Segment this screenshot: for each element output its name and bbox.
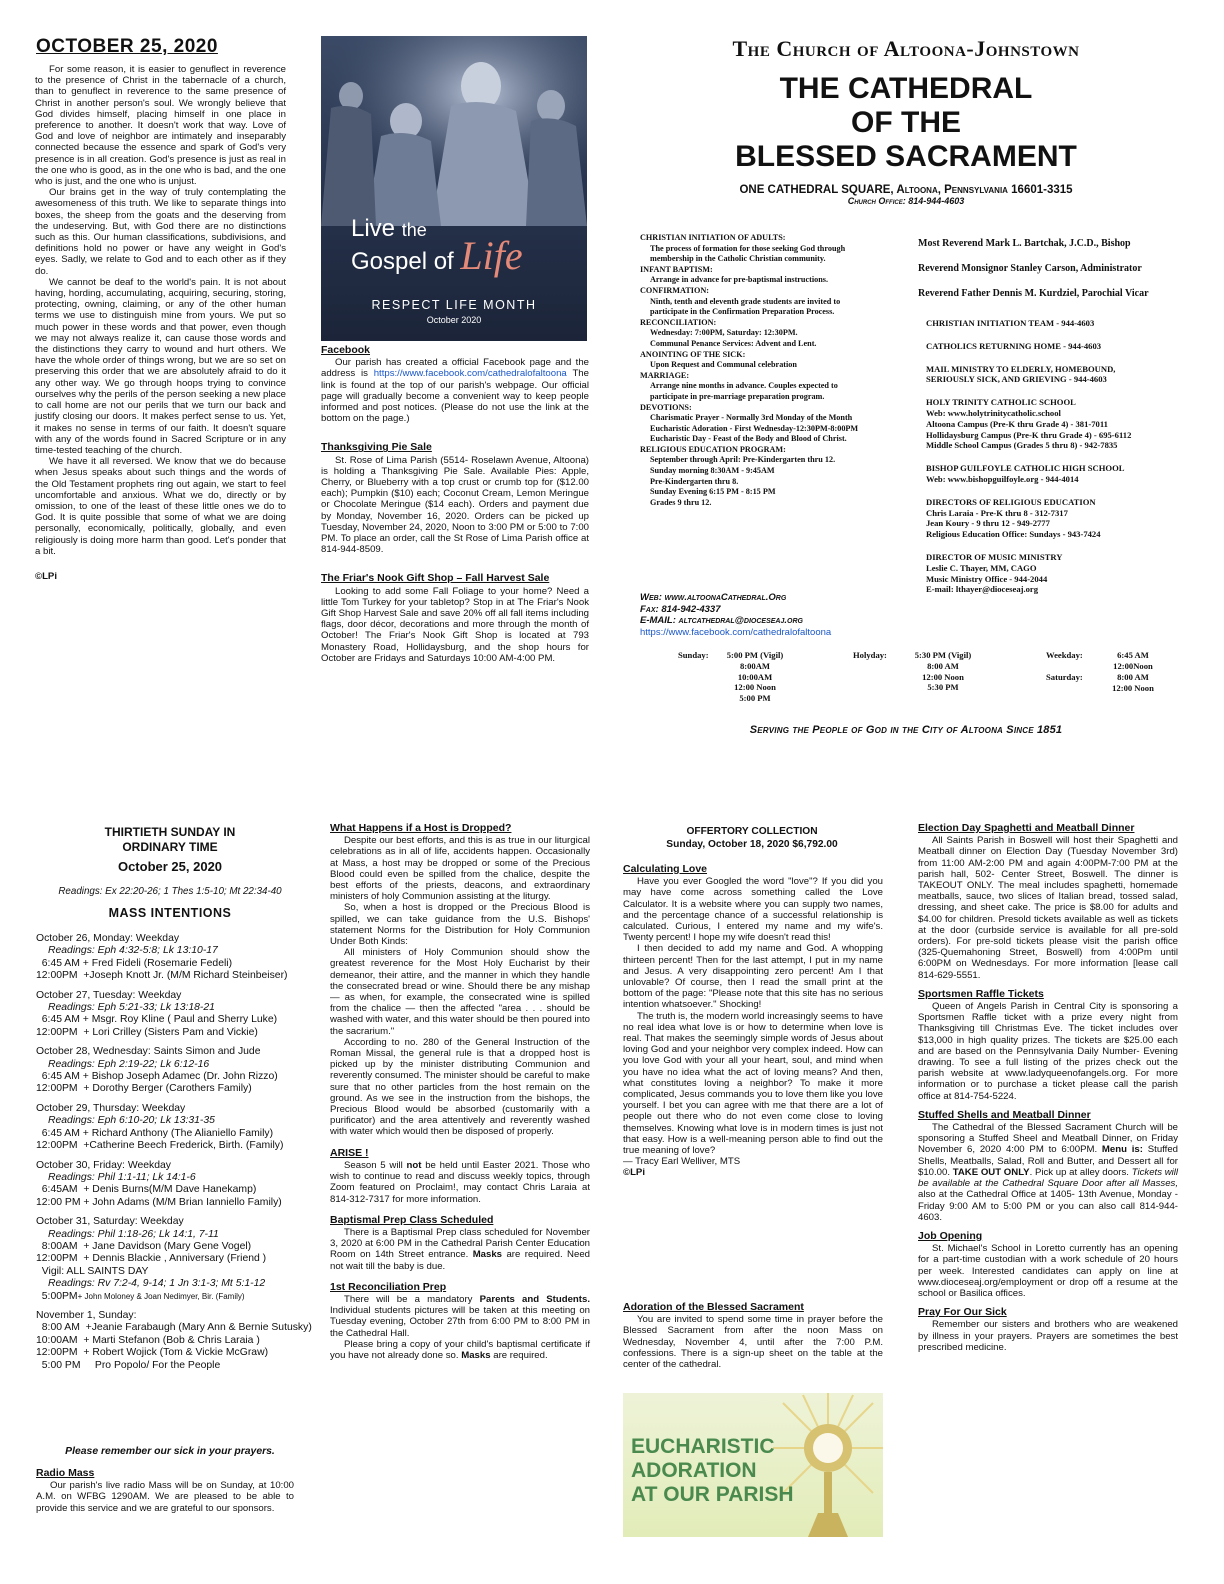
shells-text-a: The Cathedral of the Blessed Sacrament Church will be sponsoring a Stuffed Sheel and Meatball Dinner, on Friday November 6, 2020 4:00 PM to 6:00PM. — [918, 1122, 1178, 1156]
cathedral-title-line: BLESSED SACRAMENT — [735, 140, 1077, 173]
intention-line: 6:45 AM + Fred Fideli (Rosemarie Fedeli) — [36, 957, 233, 969]
host-dropped-paragraph: According to no. 280 of the General Instruction of the Roman Missal, the general rule is that a dropped host is picked up by the minister distributing Communion and reverently consumed. The minister should be careful to make sure that no other particles from the host remain on the ground. As we see in the instruction from the bishops, the Precious Blood would be absorbed (customarily with a purificator) and the area attentively and reverently washed with water which would then be disposed of properly. — [330, 1036, 590, 1138]
cover-title-live: Live — [351, 215, 396, 242]
sacrament-detail: Eucharistic Adoration - First Wednesday-12:30PM-8:00PM — [650, 423, 859, 433]
intention-day — [36, 1216, 306, 1303]
intention-readings: Readings: Phil 1:18-26; Lk 14:1, 7-11 — [48, 1228, 219, 1240]
intention-readings: Readings: Rv 7:2-4, 9-14; 1 Jn 3:1-3; Mt 5:1-12 — [48, 1278, 266, 1290]
holyday-mass-time: 5:30 PM (Vigil) — [914, 650, 972, 660]
sacrament-detail: Pre-Kindergarten thru 8. — [650, 476, 739, 486]
directory-line: Web: www.holytrinitycatholic.school — [926, 407, 1061, 418]
holyday-mass-time: 12:00 Noon — [922, 671, 964, 682]
sacrament-detail: Arrange in advance for pre-baptismal instructions. — [650, 275, 829, 285]
shells-text-d: also at the Cathedral Office at 1405- 13th Avenue, Monday - Friday 9:00 AM to 5:00 PM or you can also call 814-944-4603. — [918, 1189, 1178, 1223]
respect-life-cover-image — [321, 36, 587, 341]
sacrament-heading: ANOINTING OF THE SICK: — [640, 349, 746, 359]
facebook-text-after: The link is found at the top of our parish's webpage. Our official page will gradually become a convenient way to keep people informed and post notices. (Please do not use the link at the bottom on the page.) — [321, 368, 589, 425]
adoration-text: You are invited to spend some time in prayer before the Blessed Sacrament from after the noon Mass on Wednesday, November 4, until after the 7:00 P.M. confessions. There is a sign-up sheet on the table at the center of the cathedral. — [623, 1314, 883, 1371]
friars-nook-heading: The Friar's Nook Gift Shop – Fall Harvest Sale — [321, 572, 550, 585]
cathedral-title-line: THE CATHEDRAL — [779, 72, 1033, 105]
intention-time: 5:00PM — [36, 1290, 78, 1302]
arise-text — [330, 1160, 590, 1205]
sunday-title — [36, 825, 304, 874]
reflection-article — [35, 64, 286, 582]
offertory-amount: Sunday, October 18, 2020 $6,792.00 — [666, 839, 838, 850]
directory-line: SERIOUSLY SICK, AND GRIEVING - 944-4603 — [926, 374, 1107, 385]
sacrament-detail: Sunday morning 8:30AM - 9:45AM — [650, 466, 775, 476]
adoration-image-line: EUCHARISTIC — [631, 1435, 775, 1458]
reconciliation-masks: Masks — [461, 1349, 491, 1361]
directory-line: Hollidaysburg Campus (Pre-K thru Grade 4) - 695-6112 — [926, 429, 1132, 440]
sacrament-heading: MARRIAGE: — [640, 370, 690, 380]
host-dropped-paragraph: So, when a host is dropped or the Precious Blood is spilled, we can take guidance from the U.S. Bishops' statement Norms for the Distribution for Holy Communion Under Both Kinds: — [330, 902, 590, 948]
sacrament-detail: Wednesday: 7:00PM, Saturday: 12:30PM. — [650, 328, 798, 338]
cathedral-title-line: OF THE — [851, 106, 961, 139]
adoration-image-text — [631, 1435, 794, 1507]
pie-sale-heading: Thanksgiving Pie Sale — [321, 441, 432, 454]
intention-line-vigil — [36, 1291, 306, 1303]
intention-day — [36, 1103, 306, 1153]
weekday-mass-time: 12:00Noon — [1113, 660, 1153, 671]
love-credit: ©LPi — [623, 1167, 645, 1179]
directory-line: DIRECTOR OF MUSIC MINISTRY — [926, 551, 1063, 562]
shells-heading: Stuffed Shells and Meatball Dinner — [918, 1108, 1091, 1121]
intention-day — [36, 1309, 312, 1372]
weekday-label: Weekday: — [1046, 650, 1083, 660]
holyday-mass-time: 8:00 AM — [927, 660, 959, 671]
mass-intentions-heading: MASS INTENTIONS — [108, 906, 232, 920]
ministry-directory — [926, 318, 1191, 607]
sacrament-heading: RELIGIOUS EDUCATION PROGRAM: — [640, 444, 786, 454]
intention-readings: Readings: Phil 1:1-11; Lk 14:1-6 — [48, 1171, 196, 1183]
intention-line: 8:00AM + Jane Davidson (Mary Gene Vogel) — [36, 1240, 252, 1252]
intention-line: 6:45 AM + Richard Anthony (The Alianiello Family) — [36, 1127, 274, 1139]
sacrament-detail: Grades 9 thru 12. — [650, 497, 712, 507]
directory-line: HOLY TRINITY CATHOLIC SCHOOL — [926, 397, 1076, 408]
intention-line: 12:00PM + Robert Wojick (Tom & Vickie McGraw) — [36, 1347, 269, 1359]
sunday-title-line: ORDINARY TIME — [122, 840, 218, 854]
sacrament-detail: Charismatic Prayer - Normally 3rd Monday of the Month — [650, 413, 853, 423]
directory-line: Middle School Campus (Grades 5 thru 8) - 942-7835 — [926, 440, 1118, 451]
job-text: St. Michael's School in Loretto currently has an opening for a part-time custodian with a work schedule of 20 hours per week. Interested candidates can apply on line at www.dioceseaj.org/employment or drop off a resume at the school or Basilica offices. — [918, 1243, 1178, 1299]
intention-line: 6:45AM + Denis Burns(M/M Dave Hanekamp) — [36, 1184, 257, 1196]
remember-sick-line: Please remember our sick in your prayers. — [65, 1446, 275, 1457]
host-dropped-heading: What Happens if a Host is Dropped? — [330, 822, 512, 834]
arise-text-a: Season 5 will — [344, 1159, 403, 1171]
intention-day-title: October 27, Tuesday: Weekday — [36, 989, 182, 1001]
intention-day-title: October 26, Monday: Weekday — [36, 933, 180, 944]
sunday-title-line: THIRTIETH SUNDAY IN — [104, 825, 236, 839]
sacrament-detail: Ninth, tenth and eleventh grade students are invited to — [650, 296, 841, 306]
spaghetti-heading: Election Day Spaghetti and Meatball Dinner — [918, 822, 1135, 834]
adoration-heading: Adoration of the Blessed Sacrament — [623, 1301, 804, 1313]
sacraments-info — [640, 233, 912, 508]
reflection-credit: ©LPi — [35, 570, 57, 582]
reconciliation-text-a: There will be a mandatory — [344, 1293, 473, 1305]
saturday-times — [1093, 672, 1173, 694]
church-office-phone: Church Office: 814-944-4603 — [847, 196, 965, 206]
sacrament-detail: Upon Request and Communal celebration — [650, 360, 797, 370]
sunday-times — [720, 650, 790, 704]
intention-day-title: October 28, Wednesday: Saints Simon and Jude — [36, 1046, 261, 1058]
reflection-paragraph: For some reason, it is easier to genuflect in reverence to the presence of Christ in the tabernacle of a church, than to genuflect in reverence to the same presence of Christ in another person's soul. We wrongly believe that God divides himself, placing himself in one place in preference to another. It doesn't work that way. Love of God and love of neighbor are intimately and inseparably connected because the essence and spark of God's very presence is in all creation. God's presence is just as real in the one who is good, as in the one who is bad, and the one who is just, and the one who is unjust. — [35, 64, 286, 188]
saturday-mass-time: 8:00 AM — [1117, 672, 1149, 682]
reconciliation-heading: 1st Reconciliation Prep — [330, 1280, 447, 1293]
saturday-mass-time: 12:00 Noon — [1112, 682, 1154, 693]
intention-line: 12:00PM + Lori Crilley (Sisters Pam and Vickie) — [36, 1026, 258, 1038]
baptismal-text-a: There is a Baptismal Prep class scheduled for November 3, 2020 at 6:00 PM in the Cathedral Parish Center Education Room on 14th Street entrance. — [330, 1226, 590, 1261]
church-name: The Church of Altoona-Johnstown — [732, 36, 1080, 61]
baptismal-text — [330, 1227, 590, 1272]
directory-line: Chris Laraia - Pre-K thru 8 - 312-7317 — [926, 507, 1068, 518]
directory-entry — [926, 364, 1191, 386]
announcements-bottom-right — [918, 823, 1178, 1353]
reconciliation-text — [330, 1294, 590, 1339]
baptismal-heading: Baptismal Prep Class Scheduled — [330, 1213, 494, 1226]
bulletin-date: OCTOBER 25, 2020 — [36, 36, 218, 57]
directory-line: Altoona Campus (Pre-K thru Grade 4) - 381-7011 — [926, 418, 1108, 429]
directory-line: DIRECTORS OF RELIGIOUS EDUCATION — [926, 496, 1096, 507]
saturday-label: Saturday: — [1046, 672, 1083, 682]
holyday-mass-time: 5:30 PM — [927, 682, 959, 693]
shells-takeout: TAKE OUT ONLY — [952, 1166, 1030, 1178]
host-dropped-paragraph: All ministers of Holy Communion should show the greatest reverence for the Most Holy Eucharist by their demeanor, their attire, and the manner in which they handle the consecrated bread or wine. Should there be any mishap — as when, for example, the consecrated wine is spilled from the chalice — then the affected "area . . . should be washed with water, and this water should be then poured into the sacrarium." — [330, 947, 590, 1037]
shells-text — [918, 1122, 1178, 1223]
cover-title — [351, 215, 523, 278]
sunday-label: Sunday: — [678, 650, 709, 660]
calculating-love-article — [623, 864, 883, 1179]
church-address: ONE CATHEDRAL SQUARE, Altoona, Pennsylvania 16601-3315 — [739, 184, 1073, 196]
intention-line: 6:45 AM + Bishop Joseph Adamec (Dr. John Rizzo) — [36, 1071, 278, 1083]
holyday-times — [898, 650, 988, 693]
sacrament-detail: participate in the Confirmation Preparation Process. — [650, 307, 835, 317]
facebook-url[interactable]: https://www.facebook.com/cathedralofaltoona — [640, 626, 832, 638]
cover-month: October 2020 — [426, 315, 482, 325]
jesus-healing-illustration — [321, 36, 587, 226]
arise-not: not — [406, 1159, 422, 1171]
directory-entry — [926, 552, 1191, 595]
shells-text-b: Stuffed Shells, Meatballs, Salad, Roll and Butter, and Dessert all for $10.00. — [918, 1144, 1178, 1178]
reconciliation-text-2a: Please bring a copy of your child's baptismal certificate if you have not already done so. — [330, 1338, 590, 1361]
intention-readings: Readings: Eph 4:32-5:8; Lk 13:10-17 — [48, 945, 218, 957]
directory-line: MAIL MINISTRY TO ELDERLY, HOMEBOUND, — [926, 363, 1116, 374]
intention-line: 12:00 PM + John Adams (M/M Brian Ianniello Family) — [36, 1196, 282, 1208]
sacrament-heading: RECONCILIATION: — [640, 317, 717, 327]
intention-line: 5:00 PM Pro Popolo/ For the People — [36, 1359, 221, 1371]
adoration-notice — [623, 1302, 883, 1370]
intention-day — [36, 1046, 306, 1096]
directory-entry — [926, 341, 1191, 352]
pray-sick-text: Remember our sisters and brothers who are weakened by illness in your prayers. Prayers are sometimes the best prescribed medicine. — [918, 1319, 1178, 1353]
weekday-times — [1093, 650, 1173, 672]
intention-small-text: + John Moloney & Joan Nedimyer, Bir. (Family) — [77, 1291, 245, 1301]
directory-line: Jean Koury - 9 thru 12 - 949-2777 — [926, 518, 1050, 529]
intention-readings: Readings: Eph 6:10-20; Lk 13:31-35 — [48, 1115, 215, 1127]
directory-line: Religious Education Office: Sundays - 943-7424 — [926, 529, 1101, 540]
directory-line: BISHOP GUILFOYLE CATHOLIC HIGH SCHOOL — [926, 463, 1125, 474]
offertory-heading: OFFERTORY COLLECTION — [686, 826, 818, 837]
intention-line: 12:00PM +Joseph Knott Jr. (M/M Richard Steinbeiser) — [36, 970, 288, 982]
radio-mass — [36, 1468, 294, 1514]
sacrament-detail: September through April: Pre-Kindergarten thru 12. — [650, 455, 836, 465]
shells-text-c: . Pick up at alley doors. — [1029, 1166, 1129, 1178]
sunday-mass-time: 10:00AM — [737, 671, 773, 682]
intention-day — [36, 933, 306, 983]
baptismal-text-b: are required. Need not wait till the baby is due. — [330, 1249, 590, 1272]
adoration-image-line: AT OUR PARISH — [631, 1483, 794, 1506]
sunday-mass-time: 8:00AM — [739, 660, 771, 671]
facebook-heading: Facebook — [321, 344, 371, 356]
reconciliation-text-2 — [330, 1339, 590, 1361]
clergy-list — [918, 238, 1188, 313]
arise-heading: ARISE ! — [330, 1146, 369, 1159]
offertory-collection — [622, 825, 882, 851]
friars-nook-text: Looking to add some Fall Foliage to your home? Need a little Tom Turkey for your tabletop? Stop in at The Friar's Nook Gift Shop Harvest Sale and save 20% off all fall items including flags, door décor, decorations and more through the month of October! The Friar's Nook Gift Shop is located at 793 Monastery Road, Hollidaysburg, and the shop hours for October are Fridays and Saturdays 10:00 AM-4:00 PM. — [321, 585, 589, 664]
sacrament-detail: Sunday Evening 6:15 PM - 8:15 PM — [650, 487, 776, 497]
sacrament-detail: The process of formation for those seeking God through — [650, 243, 846, 253]
sunday-mass-time: 5:00 PM — [739, 693, 771, 704]
sacrament-detail: membership in the Catholic Christian community. — [650, 254, 826, 264]
love-author: — Tracy Earl Welliver, MTS — [623, 1156, 741, 1168]
cover-title-life: Life — [460, 233, 523, 278]
shells-italic: Tickets will be available at the Cathedral Square Door after all Masses, — [918, 1166, 1179, 1190]
sacrament-detail: Eucharistic Day - Feast of the Body and Blood of Christ. — [650, 434, 847, 444]
sunday-mass-time: 12:00 Noon — [734, 682, 776, 693]
raffle-heading: Sportsmen Raffle Tickets — [918, 987, 1044, 1000]
spaghetti-text: All Saints Parish in Boswell will host their Spaghetti and Meatball dinner on Election Day (Tuesday November 3rd) from 11:00 AM-2:00 PM and again 4:00PM-7:00 PM at the parish hall, 502- Center Street, Boswell. The dinner is TAKEOUT ONLY. The meal includes spaghetti, homemade meatballs, sauce, two slices of Italian bread, tossed salad, dressing, and sheet cake. The price is $8.00 for adults and $4.00 for children. Presold tickets available as well as tickets at the door (curbside service is available for all pre-sold orders). For pre-sold tickets please visit the parish office (325-Quemahoning Street, Boswell) from 4:00Pm until 6:00PM on Wednesdays. For more information [lease call 814-629-5551. — [918, 835, 1178, 981]
sacrament-detail: participate in pre-marriage preparation program. — [650, 391, 825, 401]
sacrament-detail: Communal Penance Services: Advent and Lent. — [650, 338, 817, 348]
host-dropped-paragraph: Despite our best efforts, and this is as true in our liturgical celebrations as in all of life, accidents happen. Occasionally at Mass, a host may be dropped or some of the Precious Blood could even be spilled from the chalice, despite the best efforts of the priests, deacons, and extraordinary ministers of holy Communion assisting at the liturgy. — [330, 835, 590, 903]
sunday-readings: Readings: Ex 22:20-26; 1 Thes 1:5-10; Mt 22:34-40 — [58, 886, 282, 897]
intention-readings: Readings: Eph 5:21-33; Lk 13:18-21 — [48, 1002, 215, 1014]
reflection-paragraph: We cannot be deaf to the world's pain. It is not about having, hording, accumulating, acquiring, securing, storing, protecting, owning, claiming, or any of the other human terms we use to distinguish mine from yours. We put so much power in these words and that power, even though we may not always realize it, can cause those words and the distinctions they carry to wound and hurt others. We have the whole order of things wrong, but we are so set on preserving this order that we are absolutely afraid to do it any other way. We go through hoops trying to convince ourselves why the perils of the person seeking a new place to call home are not our perils that we turn our back and justify closing our doors. It makes perfect sense to us. Yet, it makes no sense in terms of our faith. It doesn't square with any of the words found in Sacred Scripture or in any time-tested teaching of the church. — [35, 276, 286, 456]
cover-title-gospel: Gospel of — [351, 248, 454, 275]
shells-menu-label: Menu is: — [1101, 1144, 1143, 1156]
directory-entry — [926, 497, 1191, 540]
directory-entry — [926, 318, 1191, 329]
mass-intentions-list — [36, 933, 312, 1372]
intention-day-title: October 30, Friday: Weekday — [36, 1159, 171, 1171]
pray-sick-heading: Pray For Our Sick — [918, 1306, 1007, 1319]
sacrament-detail: Arrange nine months in advance. Couples expected to — [650, 381, 838, 391]
intention-line: 12:00PM + Dennis Blackie , Anniversary (Friend ) — [36, 1253, 267, 1265]
announcements-bottom-middle — [330, 823, 590, 1361]
love-heading: Calculating Love — [623, 863, 708, 875]
raffle-text: Queen of Angels Parish in Central City is sponsoring a Sportsmen Raffle ticket with a prize every night from Thanksgiving till Christmas Eve. The ticket includes over $13,000 in high quality prizes. The tickets are $25.00 each and are based on the Pennsylvania Daily Number- Evening drawing. To see a full listing of the prizes check out the parish website at www.ladyqueenofangels.org. For more information or to purchase a ticket please call the parish office at 814-754-5224. — [918, 1001, 1178, 1102]
directory-entry — [926, 463, 1191, 485]
masthead — [636, 36, 1176, 206]
love-paragraph: I then decided to add my name and God. A whopping thirteen percent! Then for the last attempt, I put in my name and Jesus. A very disappointing zero percent! Am I that unlovable? Of course, then I read the small print at the bottom of the page: "Please note that this site has no serious intention whatsoever." Shocking! — [623, 943, 883, 1011]
reflection-paragraph: We have it all reversed. We know that we do because when Jesus speaks about such things and the words of the Old Testament prophets ring out again, we start to feel uncomfortable and anxious. What we do, directly or by omission, to one of the least of these little ones we do to God. It is quite possible that some of what we are doing personally, economically, politically, globally, and even religiously is doing more harm than good. Let's ponder that a bit. — [35, 456, 286, 557]
intention-line: 6:45 AM + Msgr. Roy Kline ( Paul and Sherry Luke) — [36, 1014, 278, 1026]
directory-line: Music Ministry Office - 944-2044 — [926, 573, 1048, 584]
intention-line: 10:00AM + Marti Stefanon (Bob & Chris Laraia ) — [36, 1334, 260, 1346]
web-address[interactable]: Web: www.altoonaCathedral.Org — [640, 592, 787, 603]
intention-day-title: November 1, Sunday: — [36, 1309, 137, 1321]
sacrament-heading: CHRISTIAN INITIATION OF ADULTS: — [640, 233, 786, 242]
pie-sale-text: St. Rose of Lima Parish (5514- Roselawn Avenue, Altoona) is holding a Thanksgiving Pie Sale. Available Pies: Apple, Cherry, or Blueberry with a top crust or crumb top for ($12.00 each); Pumpkin ($10) each; Coconut Cream, Lemon Meringue or Chocolate Meringue ($14 each). Orders and payment due by Monday, November 16, 2020. Orders can be picked up Tuesday, November 24, 2020, Noon to 3:00 PM or 5:00 to 7:00 PM. To place an order, call the St Rose of Lima Parish office at 814-944-8509. — [321, 454, 589, 556]
job-heading: Job Opening — [918, 1229, 983, 1242]
fax-number: Fax: 814-942-4337 — [640, 603, 721, 615]
sacrament-heading: INFANT BAPTISM: — [640, 264, 713, 274]
baptismal-masks: Masks — [472, 1249, 503, 1261]
clergy-parochial-vicar: Reverend Father Dennis M. Kurdziel, Parochial Vicar — [918, 288, 1149, 299]
sacrament-heading: CONFIRMATION: — [640, 285, 709, 295]
directory-line: E-mail: lthayer@dioceseaj.org — [926, 584, 1039, 595]
intention-line: 12:00PM +Catherine Beech Frederick, Birth. (Family) — [36, 1140, 284, 1152]
reconciliation-parents: Parents and Students. — [479, 1293, 590, 1305]
radio-mass-text: Our parish's live radio Mass will be on Sunday, at 10:00 A.M. on WFBG 1290AM. We are pleased to be able to provide this service and we are grateful to our sponsors. — [36, 1480, 294, 1514]
intention-day-title: October 29, Thursday: Weekday — [36, 1102, 186, 1114]
parish-motto: Serving the People of God in the City of Altoona Since 1851 — [749, 724, 1063, 736]
intention-day — [36, 1160, 306, 1210]
cover-subtitle: RESPECT LIFE MONTH — [371, 298, 537, 312]
announcements-top-middle — [321, 345, 589, 664]
intention-line: Vigil: ALL SAINTS DAY — [36, 1265, 149, 1277]
holyday-label: Holyday: — [853, 650, 887, 660]
facebook-text-before: Our parish has created a official Facebook page and the address is — [321, 357, 589, 380]
clergy-administrator: Reverend Monsignor Stanley Carson, Administrator — [918, 263, 1142, 274]
sunday-mass-time: 5:00 PM (Vigil) — [726, 650, 784, 660]
reconciliation-text-2b: are required. — [493, 1349, 548, 1361]
love-paragraph: Have you ever Googled the word "love"? If you did you may have come across something called the Love Calculator. It is a website where you can supply two names, and the percentage chance of a successful relationship is calculated. Curious, I entered my name and my wife's. Twenty percent! I hope my wife doesn't read this! — [623, 876, 883, 944]
facebook-link[interactable]: https://www.facebook.com/cathedralofaltoona — [373, 368, 567, 380]
intention-day-title: October 31, Saturday: Weekday — [36, 1216, 184, 1228]
radio-mass-heading: Radio Mass — [36, 1467, 95, 1479]
adoration-image-line: ADORATION — [631, 1459, 757, 1482]
directory-line: CATHOLICS RETURNING HOME - 944-4603 — [926, 340, 1102, 351]
intention-line: 8:00 AM +Jeanie Farabaugh (Mary Ann & Bernie Sutusky) — [36, 1322, 312, 1334]
directory-line: Leslie C. Thayer, MM, CAGO — [926, 562, 1037, 573]
cathedral-title — [636, 72, 1176, 174]
sunday-date: October 25, 2020 — [117, 859, 223, 874]
contact-info — [640, 592, 912, 638]
love-paragraph: The truth is, the modern world increasingly seems to have no real idea what love is or how to determine when love is real. That makes the seemingly simple words of Jesus about loving God and your neighbor very complex indeed. How can you love God with your all your heart, soul, and mind when you have no idea what the act of loving means? And then, what constitutes loving a neighbor? To make it more complicated, Jesus commands you to love them like you love yourself. I bet you can agree with me that there are a lot of people out there who do not even come close to loving themselves. Knowing what love is in modern times is just not that easy. How is a well-meaning person able to find out the true meaning of love? — [623, 1010, 883, 1157]
reflection-paragraph: Our brains get in the way of truly contemplating the awesomeness of this truth. We like to separate things into boxes, the sheep from the goats and the deserving from the undeserving. But, with God there are no distinctions such as this. Our human classifications, subdivisions, and definitions hold no power or have any weight in God's eyes. Sadly, we relate to God and to each other as if they do. — [35, 187, 286, 277]
email-address[interactable]: E-MAIL: altcathedral@dioceseaj.org — [640, 615, 803, 626]
directory-line: Web: www.bishopguilfoyle.org - 944-4014 — [926, 473, 1079, 484]
directory-entry — [926, 397, 1191, 451]
directory-line: CHRISTIAN INITIATION TEAM - 944-4603 — [926, 318, 1095, 328]
intention-line: 12:00PM + Dorothy Berger (Carothers Family) — [36, 1083, 252, 1095]
facebook-text — [321, 357, 589, 424]
eucharistic-adoration-image — [623, 1393, 883, 1537]
cover-title-the: the — [401, 220, 427, 240]
weekday-mass-time: 6:45 AM — [1117, 650, 1149, 660]
sacrament-heading: DEVOTIONS: — [640, 402, 692, 412]
intention-readings: Readings: Eph 2:19-22; Lk 6:12-16 — [48, 1058, 210, 1070]
reconciliation-text-c: Individual students pictures will be taken at this meeting on Tuesday evening, October 27th from 6:00 PM to 8:00 PM in the Cathedral Hall. — [330, 1305, 590, 1339]
intention-day — [36, 990, 306, 1040]
clergy-bishop: Most Reverend Mark L. Bartchak, J.C.D., Bishop — [918, 238, 1131, 249]
arise-text-b: be held until Easter 2021. Those who wish to continue to read and discuss weekly topics, through Zoom featured on Proclaim!, may contact Chris Laraia at 814-312-7317 for more information. — [330, 1159, 590, 1205]
